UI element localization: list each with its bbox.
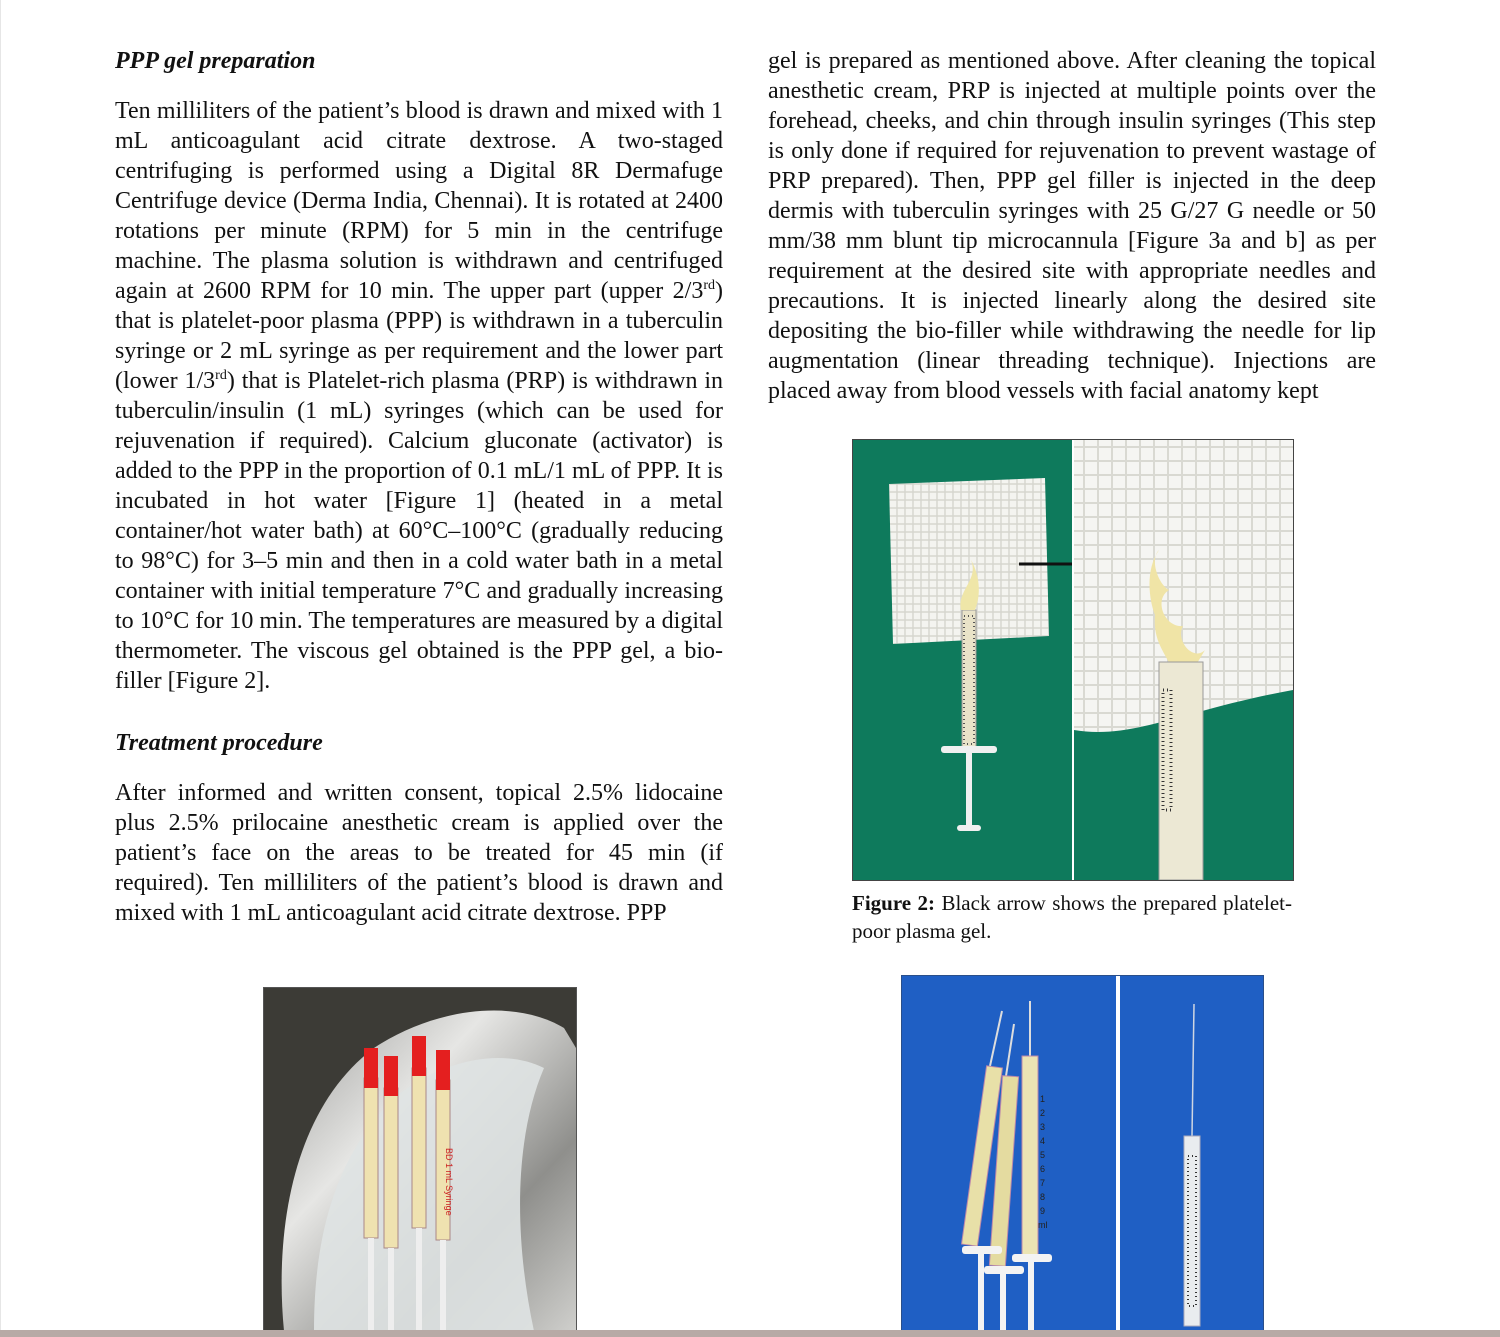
svg-text:5: 5 xyxy=(1040,1150,1046,1160)
figure-2-caption xyxy=(852,889,1292,945)
viewer-bottom-edge xyxy=(0,1330,1500,1337)
svg-text:9: 9 xyxy=(1040,1206,1046,1216)
superscript: rd xyxy=(703,278,715,293)
right-column xyxy=(768,46,1376,406)
blue-drape xyxy=(902,976,1263,1331)
figure-2-caption-text: Black arrow shows the prepared platelet-poor plasma gel. xyxy=(852,891,1292,943)
text-run: ) that is platelet-poor plasma (PPP) is withdrawn in a tuberculin syringe or 2 mL syringe as per requirement and the lower part (lower 1/3 xyxy=(115,278,723,394)
figure-3-photo xyxy=(901,975,1264,1332)
figure-2-graphic xyxy=(853,440,1293,880)
section-heading-ppp-gel-preparation: PPP gel preparation xyxy=(115,48,316,74)
svg-text:8: 8 xyxy=(1040,1192,1046,1202)
svg-text:6: 6 xyxy=(1040,1164,1046,1174)
figure-3-graphic xyxy=(902,976,1263,1331)
svg-text:1: 1 xyxy=(1040,1094,1046,1104)
superscript: rd xyxy=(215,368,227,383)
syringe-brand-label: BD 1 mL Syringe xyxy=(444,1148,454,1216)
text-run: ) that is Platelet-rich plasma (PRP) is withdrawn in tuberculin/insulin (1 mL) syringes (which can be used for rejuvenation if required). Calcium gluconate (activator) is added to the PPP in the proportion of 0.1 mL/1 mL of PPP. It is incubated in hot water [Figure 1] (heated in a metal container/hot water bath) at 60°C–100°C (gradually reducing to 98°C) for 3–5 min and then in a cold water bath in a metal container with initial temperature 7°C and gradually increasing to 10°C for 10 min. The temperatures are measured by a digital thermometer. The viscous gel obtained is the PPP gel, a bio-filler [Figure 2]. xyxy=(115,368,723,694)
syringe-barrel-closeup xyxy=(1159,662,1203,880)
panel-divider xyxy=(1116,976,1120,1331)
svg-text:2: 2 xyxy=(1040,1108,1046,1118)
figure-2-photo xyxy=(852,439,1294,881)
treatment-procedure-paragraph: After informed and written consent, topical 2.5% lidocaine plus 2.5% prilocaine anesthetic cream is applied over the patient’s face on the areas to be treated for 45 min (if required). Ten milliliters of the patient’s blood is drawn and mixed with 1 mL anticoagulant acid citrate dextrose. PPP xyxy=(115,780,723,926)
figure-1-graphic xyxy=(264,988,576,1331)
figure-2-label: Figure 2: xyxy=(852,891,936,915)
section-heading-treatment-procedure: Treatment procedure xyxy=(115,730,323,756)
ppp-gel-preparation-paragraph xyxy=(115,96,723,696)
svg-text:7: 7 xyxy=(1040,1178,1046,1188)
syringe-flange-left xyxy=(941,746,997,753)
svg-text:4: 4 xyxy=(1040,1136,1046,1146)
injection-technique-paragraph: gel is prepared as mentioned above. After cleaning the topical anesthetic cream, PRP is injected at multiple points over the forehead, cheeks, and chin through insulin syringes (This step is only done if required for rejuvenation to prevent wastage of PRP prepared). Then, PPP gel filler is injected in the deep dermis with tuberculin syringes with 25 G/27 G needle or 50 mm/38 mm blunt tip microcannula [Figure 3a and b] as per requirement at the desired site with appropriate needles and precautions. It is injected linearly along the desired site depositing the bio-filler while withdrawing the needle for lip augmentation (linear threading technique). Injections are placed away from blood vessels with facial anatomy kept xyxy=(768,48,1376,404)
svg-text:3: 3 xyxy=(1040,1122,1046,1132)
text-run: Ten milliliters of the patient’s blood is drawn and mixed with 1 mL anticoagulant acid citrate dextrose. A two-staged centrifuging is performed using a Digital 8R Dermafuge Centrifuge device (Derma India, Chennai). It is rotated at 2400 rotations per minute (RPM) for 5 min in the centrifuge machine. The plasma solution is withdrawn and centrifuged again at 2600 RPM for 10 min. The upper part (upper 2/3 xyxy=(115,98,723,304)
figure-1-photo xyxy=(263,987,577,1332)
svg-text:ml: ml xyxy=(1038,1220,1048,1230)
left-column xyxy=(115,46,723,928)
